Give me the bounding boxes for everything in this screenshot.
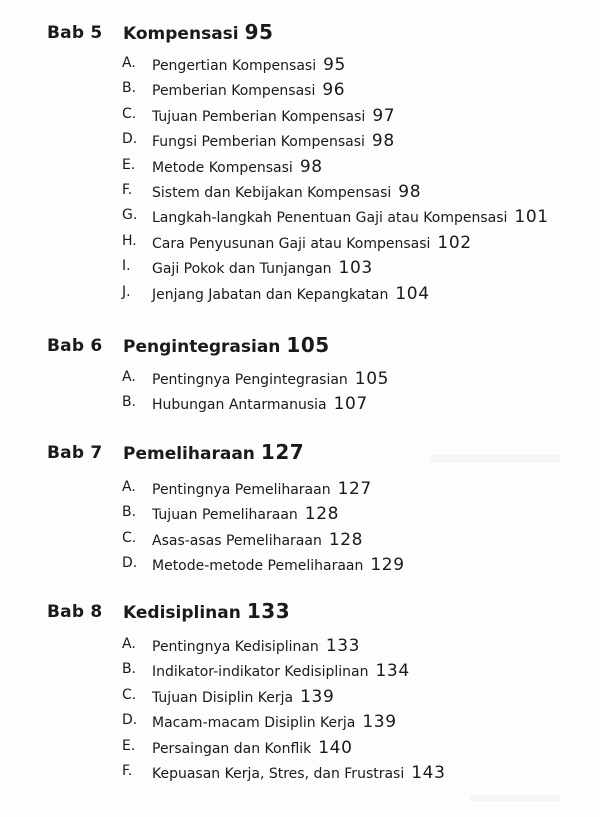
entry-page-number: 140 [318, 737, 353, 758]
entry-letter: A. [122, 479, 136, 495]
entry-text [152, 763, 446, 783]
entry-title: Tujuan Disiplin Kerja [152, 689, 294, 706]
entry-page-number: 143 [411, 762, 446, 783]
chapter-page-number: 105 [286, 333, 330, 357]
entry-letter: D. [122, 555, 138, 572]
entry-letter: A. [122, 369, 136, 385]
toc-entry[interactable] [0, 129, 600, 154]
entry-text [152, 712, 397, 732]
entry-text [152, 555, 405, 575]
entry-letter: D. [122, 712, 138, 729]
toc-entry[interactable] [0, 659, 600, 684]
entry-title: Fungsi Pemberian Kompensasi [152, 134, 365, 151]
entry-title: Pentingnya Pengintegrasian [152, 372, 348, 388]
chapter-title [123, 333, 330, 357]
entry-text [152, 479, 372, 499]
chapter-title [123, 440, 304, 464]
entry-page-number: 139 [300, 686, 335, 707]
entry-text [152, 738, 353, 758]
chapter-title-text: Pemeliharaan [123, 444, 255, 464]
entry-letter: E. [122, 737, 136, 754]
chapter-number: Bab 6 [47, 336, 103, 356]
entry-text [152, 182, 421, 202]
chapter-number: Bab 7 [47, 443, 103, 463]
toc-entry[interactable] [0, 685, 600, 710]
entry-page-number: 139 [362, 712, 397, 733]
toc-entry[interactable] [0, 528, 600, 553]
entry-text [152, 157, 323, 177]
entry-title: Pentingnya Pemeliharaan [152, 482, 331, 498]
chapter-number: Bab 8 [47, 602, 103, 622]
entry-text [152, 106, 395, 126]
toc-entry[interactable] [0, 502, 600, 527]
chapter-page-number: 127 [260, 440, 305, 464]
toc-entry[interactable] [0, 477, 600, 502]
toc-entry[interactable] [0, 205, 600, 230]
toc-entry[interactable] [0, 155, 600, 180]
entry-text [152, 530, 363, 550]
entry-letter: E. [122, 156, 136, 173]
toc-entry[interactable] [0, 78, 600, 103]
entry-title: Metode Kompensasi [152, 159, 293, 176]
toc-entry[interactable] [0, 553, 600, 578]
toc-entry[interactable] [0, 282, 600, 307]
toc-entry[interactable] [0, 710, 600, 735]
chapter-title-text: Kedisiplinan [123, 603, 241, 623]
section-list [0, 477, 600, 579]
entry-text [152, 284, 430, 304]
entry-letter: G. [122, 207, 138, 224]
toc-entry[interactable] [0, 180, 600, 205]
entry-text [152, 369, 389, 389]
entry-title: Hubungan Antarmanusia [152, 397, 327, 414]
entry-title: Sistem dan Kebijakan Kompensasi [152, 184, 392, 201]
entry-title: Persaingan dan Konflik [152, 740, 312, 757]
entry-title: Macam-macam Disiplin Kerja [152, 715, 356, 732]
entry-page-number: 105 [354, 369, 390, 389]
section-list [0, 367, 600, 418]
entry-letter: D. [122, 131, 138, 148]
chapter-title [123, 20, 273, 44]
entry-page-number: 133 [325, 636, 361, 656]
entry-title: Pemberian Kompensasi [152, 83, 316, 100]
entry-letter: B. [122, 394, 137, 411]
chapter-bab-5 [0, 20, 600, 304]
chapter-title-text: Kompensasi [123, 24, 239, 44]
entry-letter: C. [122, 529, 137, 546]
entry-page-number: 97 [372, 105, 396, 126]
chapter-bab-8 [0, 599, 600, 783]
chapter-page-number: 95 [244, 20, 274, 44]
toc-entry[interactable] [0, 256, 600, 281]
entry-page-number: 107 [333, 394, 368, 415]
entry-text [152, 504, 339, 524]
entry-title: Langkah-langkah Penentuan Gaji atau Kompensasi [152, 210, 508, 227]
entry-page-number: 128 [328, 529, 364, 550]
entry-letter: F. [122, 181, 133, 198]
entry-title: Gaji Pokok dan Tunjangan [152, 261, 332, 278]
toc-entry[interactable] [0, 761, 600, 786]
toc-entry[interactable] [0, 634, 600, 659]
entry-page-number: 104 [395, 283, 430, 304]
toc-entry[interactable] [0, 392, 600, 417]
entry-letter: F. [122, 762, 133, 779]
entry-page-number: 98 [398, 181, 422, 202]
entry-title: Indikator-indikator Kedisiplinan [152, 664, 369, 681]
entry-text [152, 207, 549, 227]
entry-letter: B. [122, 661, 137, 678]
chapter-heading [0, 440, 600, 468]
entry-page-number: 95 [323, 55, 346, 75]
entry-text [152, 258, 373, 278]
entry-page-number: 134 [375, 661, 410, 682]
toc-entry[interactable] [0, 104, 600, 129]
entry-letter: C. [122, 105, 137, 122]
entry-letter: A. [122, 55, 136, 71]
chapter-heading [0, 333, 600, 361]
entry-letter: H. [122, 232, 137, 249]
entry-page-number: 101 [514, 207, 549, 228]
toc-entry[interactable] [0, 736, 600, 761]
entry-text [152, 394, 368, 414]
toc-entry[interactable] [0, 367, 600, 392]
chapter-number: Bab 5 [47, 23, 103, 43]
chapter-page-number: 133 [246, 599, 291, 623]
entry-text [152, 636, 360, 656]
entry-page-number: 102 [437, 232, 472, 253]
chapter-title [123, 599, 290, 623]
section-list [0, 53, 600, 307]
entry-letter: B. [122, 504, 137, 521]
entry-title: Pengertian Kompensasi [152, 58, 317, 74]
entry-title: Tujuan Pemeliharaan [152, 507, 298, 524]
entry-page-number: 129 [370, 555, 405, 576]
entry-letter: I. [122, 258, 131, 275]
paper-bleed-mark [430, 455, 560, 463]
chapter-bab-7 [0, 440, 600, 576]
entry-page-number: 127 [337, 479, 372, 499]
entry-text [152, 55, 346, 75]
entry-letter: C. [122, 686, 137, 703]
entry-page-number: 96 [322, 80, 346, 101]
entry-text [152, 233, 472, 253]
section-list [0, 634, 600, 786]
entry-text [152, 131, 395, 151]
entry-title: Pentingnya Kedisiplinan [152, 639, 319, 655]
entry-page-number: 128 [304, 504, 340, 525]
entry-title: Asas-asas Pemeliharaan [152, 532, 322, 549]
entry-letter: A. [122, 636, 136, 652]
entry-text [152, 687, 334, 707]
entry-title: Jenjang Jabatan dan Kepangkatan [152, 286, 389, 303]
entry-title: Metode-metode Pemeliharaan [152, 558, 364, 575]
entry-page-number: 98 [299, 156, 323, 177]
entry-page-number: 98 [371, 131, 395, 152]
paper-bleed-mark [470, 795, 560, 801]
chapter-heading [0, 599, 600, 627]
entry-text [152, 661, 410, 681]
entry-letter: B. [122, 80, 137, 97]
toc-entry[interactable] [0, 231, 600, 256]
entry-title: Kepuasan Kerja, Stres, dan Frustrasi [152, 765, 405, 782]
chapter-title-text: Pengintegrasian [123, 337, 281, 357]
chapter-heading [0, 20, 600, 48]
toc-entry[interactable] [0, 53, 600, 78]
entry-title: Tujuan Pemberian Kompensasi [152, 108, 366, 125]
entry-page-number: 103 [338, 258, 373, 279]
chapter-bab-6 [0, 333, 600, 415]
entry-title: Cara Penyusunan Gaji atau Kompensasi [152, 235, 431, 252]
entry-text [152, 80, 345, 100]
entry-letter: J. [122, 283, 131, 300]
